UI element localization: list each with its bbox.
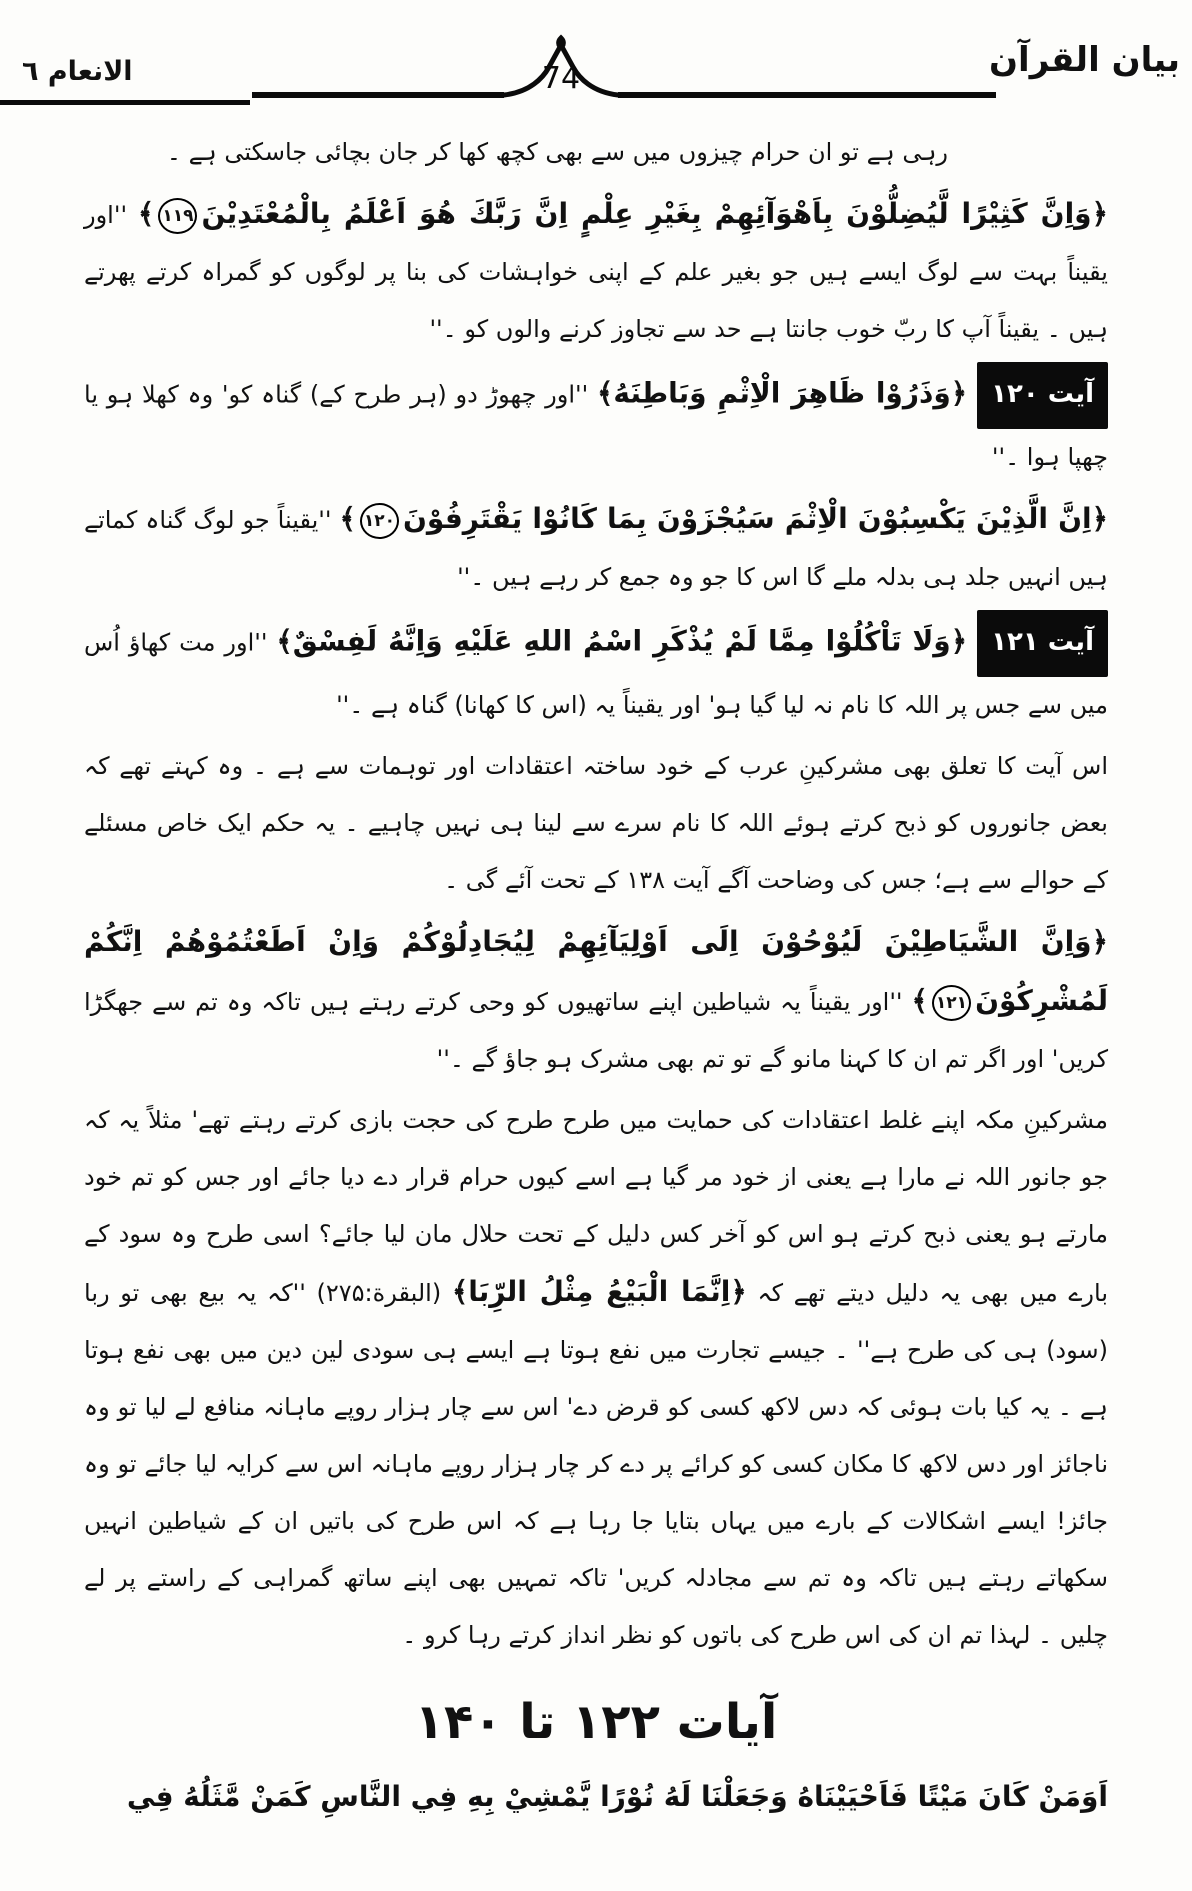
verse-121-shayateen-translation: ''اور یقیناً یہ شیاطین اپنے ساتھیوں کو وحی کرتے رہتے ہیں تاکہ وہ تم سے جھگڑا کریں' اور اگر تم ان کا کہنا مانو گے تو تم بھی مشرک ہو جاؤ گے ۔'' (84, 988, 1108, 1073)
verse-119-closing-bracket: ﴾ (137, 197, 155, 230)
ayah-121-badge: آیت ۱۲۱ (977, 610, 1108, 677)
ayah-121-block (84, 610, 1108, 734)
verse-121-translation: ''اور مت کھاؤ اُس میں سے جس پر اللہ کا نام نہ لیا گیا ہو' اور یقیناً یہ (اس کا کھانا) گناہ ہے ۔'' (84, 628, 1108, 719)
header-rule-far-left (0, 100, 250, 105)
verse-number-circle-119: ۱۱۹ (158, 198, 197, 234)
arabic-verse-119: ﴿وَاِنَّ كَثِيْرًا لَّيُضِلُّوْنَ بِاَهْوَآئِهِمْ بِغَيْرِ عِلْمٍ اِنَّ رَبَّكَ هُوَ اَعْلَمُ بِالْمُعْتَدِيْنَ (201, 197, 1108, 230)
continuation-line: رہی ہے تو ان حرام چیزوں میں سے بھی کچھ کھا کر جان بچائی جاسکتی ہے ۔ (166, 138, 948, 166)
verse-number-circle-120: ۱۲۰ (360, 503, 399, 539)
arabic-verse-121-shayateen: ﴿وَاِنَّ الشَّيَاطِيْنَ لَيُوْحُوْنَ اِلَى اَوْلِيَآئِهِمْ لِيُجَادِلُوْكُمْ وَاِنْ اَطَعْتُمُوْهُمْ اِنَّكُمْ لَمُشْرِكُوْنَ (84, 925, 1108, 1017)
verse-120b-translation: ''یقیناً جو لوگ گناہ کماتے ہیں انہیں جلد ہی بدلہ ملے گا اس کا جو وہ جمع کر رہے ہیں ۔'' (84, 506, 1108, 591)
verse-number-circle-121: ۱۲۱ (932, 985, 971, 1021)
commentary-2-text-1: مشرکینِ مکہ اپنے غلط اعتقادات کی حمایت میں طرح طرح کی حجت بازی کرتے رہتے تھے' مثلاً یہ کہ جو جانور اللہ نے مارا ہے یعنی از خود مر گیا ہے اسے کیوں حرام قرار دے دیا جائے اور جس کو تم خود مارتے ہو یعنی ذبح کرتے ہو اس کو آخر کس دلیل کے تحت حلال مان لیا جائے؟ اسی طرح وہ سود کے بارے میں بھی یہ دلیل دیتے تھے کہ (84, 1106, 1108, 1307)
verse-120a-translation: ''اور چھوڑ دو (ہر طرح کے) گناہ کو' وہ کھلا ہو یا چھپا ہوا ۔'' (84, 380, 1108, 471)
ayah-120-badge: آیت ۱۲۰ (977, 362, 1108, 429)
commentary-2-text-2: ''کہ یہ بیع بھی تو ربا (سود) ہی کی طرح ہے'' ۔ جیسے تجارت میں نفع ہوتا ہے ایسے ہی سودی لین دین میں بھی نفع ہوتا ہے ۔ یہ کیا بات ہوئی کہ دس لاکھ کسی کو قرض دے' اس سے چار ہزار روپے ماہانہ منافع لے لیا تو وہ ناجائز اور دس لاکھ کا مکان کسی کو کرائے پر دے کر چار ہزار روپے ماہانہ اس سے کرایہ لیا جائے تو وہ جائز! ایسے اشکالات کے بارے میں یہاں بتایا جا رہا ہے کہ اس طرح کی باتیں ان کے شیاطین انہیں سکھاتے رہتے ہیں تاکہ وہ تم سے مجادلہ کریں' تاکہ تمہیں بھی اپنے ساتھ گمراہی کے راستے پر لے چلیں ۔ لہذا تم ان کی اس طرح کی باتوں کو نظر انداز کرتے رہا کرو ۔ (84, 1279, 1108, 1649)
book-title: بيان القرآن (989, 40, 1180, 80)
arabic-verse-121: ﴿وَلَا تَاْكُلُوْا مِمَّا لَمْ يُذْكَرِ اسْمُ اللهِ عَلَيْهِ وَاِنَّهُ لَفِسْقٌ﴾ (276, 624, 968, 658)
header-rule-left (252, 92, 504, 98)
header-rule-right (618, 92, 996, 98)
quote-reference: (البقرة:۲۷۵) (316, 1279, 442, 1307)
verse-119-block (84, 185, 1108, 358)
commentary-paragraph-1: اس آیت کا تعلق بھی مشرکینِ عرب کے خود ساختہ اعتقادات اور توہمات سے ہے ۔ وہ کہتے تھے کہ بعض جانوروں کو ذبح کرتے ہوئے اللہ کا نام سرے سے لینا ہی نہیں چاہیے ۔ یہ حکم ایک خاص مسئلے کے حوالے سے ہے؛ جس کی وضاحت آگے آیت ۱۳۸ کے تحت آئے گی ۔ (84, 752, 1108, 894)
verse-121-shayateen-block (84, 913, 1108, 1088)
next-section-arabic-verse: اَوَمَنْ كَانَ مَيْتًا فَاَحْيَيْنَاهُ وَجَعَلْنَا لَهُ نُوْرًا يَّمْشِيْ بِهِ فِي النَّاسِ كَمَنْ مَّثَلُهُ فِي (126, 1780, 1108, 1813)
verse-119-translation: ''اور یقیناً بہت سے لوگ ایسے ہیں جو بغیر علم کے اپنی خواہشات کی بنا پر لوگوں کو گمراہ کرتے پھرتے ہیں ۔ یقیناً آپ کا ربّ خوب جانتا ہے حد سے تجاوز کرنے والوں کو ۔'' (84, 201, 1108, 343)
arabic-verse-120a: ﴿وَذَرُوْا ظَاهِرَ الْاِثْمِ وَبَاطِنَهُ﴾ (596, 376, 968, 410)
page-number: 74 (541, 61, 581, 96)
section-heading-ayat-122-140: آیات ۱۲۲ تا ۱۴۰ (414, 1694, 778, 1750)
inline-quran-quote: ﴿اِنَّمَا الْبَيْعُ مِثْلُ الرِّبَا﴾ (451, 1275, 747, 1308)
ayah-120-block (84, 362, 1108, 486)
page-body (0, 124, 1192, 1828)
arabic-verse-120b: ﴿اِنَّ الَّذِيْنَ يَكْسِبُوْنَ الْاِثْمَ سَيُجْزَوْنَ بِمَا كَانُوْا يَقْتَرِفُوْنَ (403, 502, 1109, 535)
verse-120b-closing-bracket: ﴾ (339, 502, 356, 535)
page-header (0, 0, 1192, 118)
commentary-paragraph-2 (84, 1092, 1108, 1664)
surah-label: الانعام ٦ (22, 56, 133, 87)
verse-121-shayateen-closing-bracket: ﴾ (911, 984, 928, 1017)
verse-120b-block (84, 490, 1108, 606)
